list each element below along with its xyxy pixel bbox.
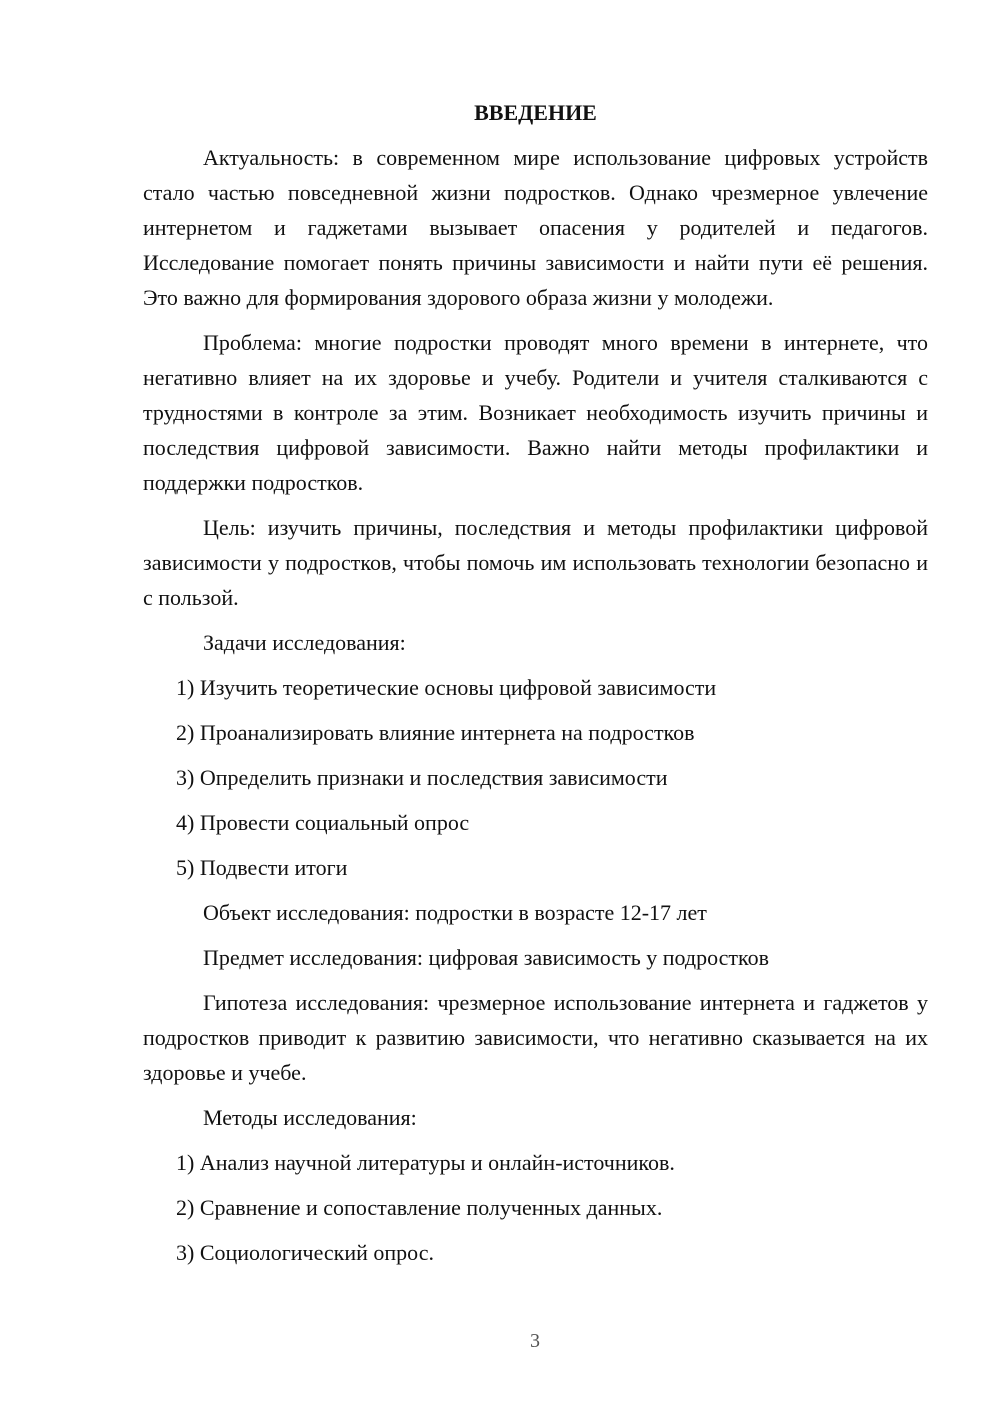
methods-heading: Методы исследования: bbox=[203, 1105, 417, 1130]
object-line: Объект исследования: подростки в возрасте 12-17 лет bbox=[203, 900, 707, 925]
task-item: 2) Проанализировать влияние интернета на подростков bbox=[176, 720, 695, 745]
relevance-paragraph: Актуальность: в современном мире использование цифровых устройств стало частью повседневной жизни подростков. Однако чрезмерное увлечение интернетом и гаджетами вызывает опасения у родителей и педагогов. Исследование помогает понять причины зависимости и найти пути её решения. Это важно для формирования здорового образа жизни у молодежи. bbox=[143, 145, 928, 310]
method-item: 3) Социологический опрос. bbox=[176, 1240, 434, 1265]
method-item: 1) Анализ научной литературы и онлайн-источников. bbox=[176, 1150, 675, 1175]
hypothesis-paragraph: Гипотеза исследования: чрезмерное использование интернета и гаджетов у подростков приводит к развитию зависимости, что негативно сказывается на их здоровье и учебе. bbox=[143, 990, 928, 1085]
document-page bbox=[143, 95, 928, 1280]
task-item: 3) Определить признаки и последствия зависимости bbox=[176, 765, 668, 790]
task-item: 4) Провести социальный опрос bbox=[176, 810, 470, 835]
subject-line: Предмет исследования: цифровая зависимость у подростков bbox=[203, 945, 769, 970]
task-item: 5) Подвести итоги bbox=[176, 855, 348, 880]
tasks-heading: Задачи исследования: bbox=[203, 630, 406, 655]
method-item: 2) Сравнение и сопоставление полученных данных. bbox=[176, 1195, 663, 1220]
page-number: 3 bbox=[530, 1330, 540, 1352]
page-title: ВВЕДЕНИЕ bbox=[474, 100, 597, 125]
task-item: 1) Изучить теоретические основы цифровой зависимости bbox=[176, 675, 717, 700]
goal-paragraph: Цель: изучить причины, последствия и методы профилактики цифровой зависимости у подростков, чтобы помочь им использовать технологии безопасно и с пользой. bbox=[143, 515, 928, 610]
problem-paragraph: Проблема: многие подростки проводят много времени в интернете, что негативно влияет на их здоровье и учебу. Родители и учителя сталкиваются с трудностями в контроле за этим. Возникает необходимость изучить причины и последствия цифровой зависимости. Важно найти методы профилактики и поддержки подростков. bbox=[143, 330, 928, 495]
